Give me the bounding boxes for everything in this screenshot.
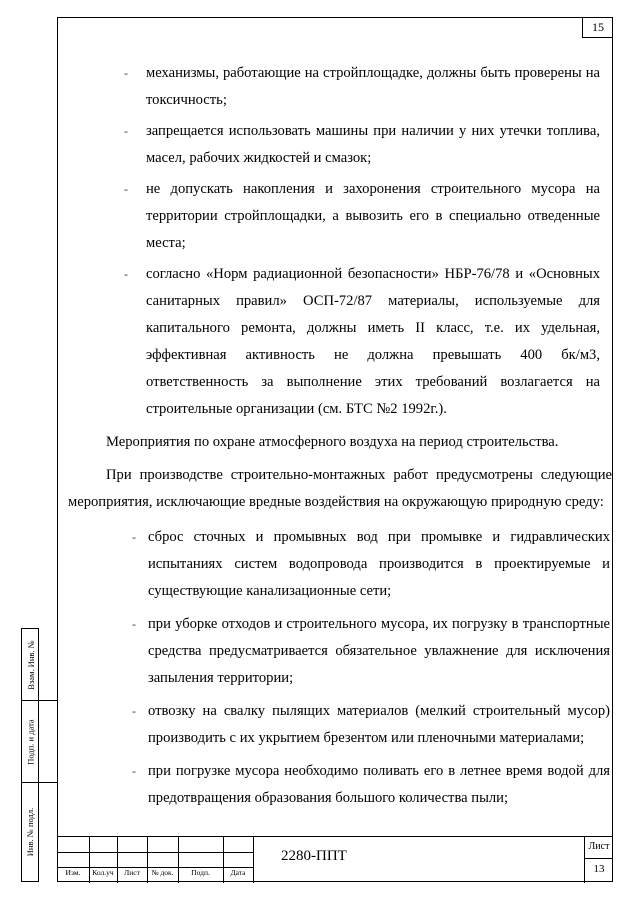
section-heading: Мероприятия по охране атмосферного воздуха на период строительства. xyxy=(106,434,559,450)
bullet-marker: - xyxy=(124,267,128,281)
list-item: - сброс сточных и промывных вод при промывке и гидравлических испытаниях систем водопровода производится в проектируемые и существующие канализационные сети; xyxy=(68,524,612,605)
document-code: 2280-ППТ xyxy=(281,848,347,864)
list-item: - при уборке отходов и строительного мусора, их погрузку в транспортные средства предусматривается обязательное увлажнение для исключения запыления территории; xyxy=(68,611,612,692)
list-item: - запрещается использовать машины при наличии у них утечки топлива, масел, рабочих жидкостей и смазок; xyxy=(68,118,612,172)
top-page-number: 15 xyxy=(582,17,613,38)
side-label-inv-replace: Взам. Инв. № xyxy=(25,640,36,690)
bullet-marker: - xyxy=(124,124,128,138)
column-label-sheet: Лист xyxy=(124,868,140,877)
column-label-doc-no: № док. xyxy=(151,868,174,877)
side-stamp-fields xyxy=(38,628,57,882)
column-label-signature: Подп. xyxy=(191,868,210,877)
side-stamp-divider xyxy=(21,700,57,701)
side-stamp xyxy=(21,628,38,882)
sheet-number: 13 xyxy=(593,863,605,875)
sheet-label: Лист xyxy=(588,841,610,852)
bullet-marker: - xyxy=(124,66,128,80)
bullet-marker: - xyxy=(132,530,136,544)
list-item: - отвозку на свалку пылящих материалов (мелкий строительный мусор) производить с их укрытием брезентом или пленочными материалами; xyxy=(68,698,612,752)
intro-paragraph: При производстве строительно-монтажных работ предусмотрены следующие мероприятия, исключающие вредные воздействия на окружающую природную среду: xyxy=(68,467,612,510)
side-stamp-divider xyxy=(21,782,57,783)
column-label-change: Изм. xyxy=(65,868,81,877)
list-item: - при погрузке мусора необходимо поливать его в летнее время водой для предотвращения образования большого количества пыли; xyxy=(68,758,612,812)
bullet-marker: - xyxy=(132,764,136,778)
list-item: - механизмы, работающие на стройплощадке, должны быть проверены на токсичность; xyxy=(68,60,612,114)
bullet-marker: - xyxy=(124,182,128,196)
bullet-marker: - xyxy=(132,704,136,718)
side-label-inv-original: Инв. № подл. xyxy=(25,807,36,857)
column-label-date: Дата xyxy=(230,868,246,877)
list-item: - не допускать накопления и захоронения строительного мусора на территории стройплощадки, а вывозить его в специально отведенные места; xyxy=(68,176,612,257)
document-body xyxy=(68,60,612,818)
list-item: - согласно «Норм радиационной безопасности» НБР-76/78 и «Основных санитарных правил» ОСП-72/87 материалы, используемые для капитального ремонта, должны иметь II класс, т.е. их удельная, эффективная активность не должна превышать 400 бк/м3, ответственность за выполнение этих требований возлагается на строительные организации (см. БТС №2 1992г.). xyxy=(68,261,612,423)
column-label-count: Кол.уч xyxy=(92,868,114,877)
side-label-signature-date: Подп. и дата xyxy=(25,719,36,765)
bullet-marker: - xyxy=(132,617,136,631)
